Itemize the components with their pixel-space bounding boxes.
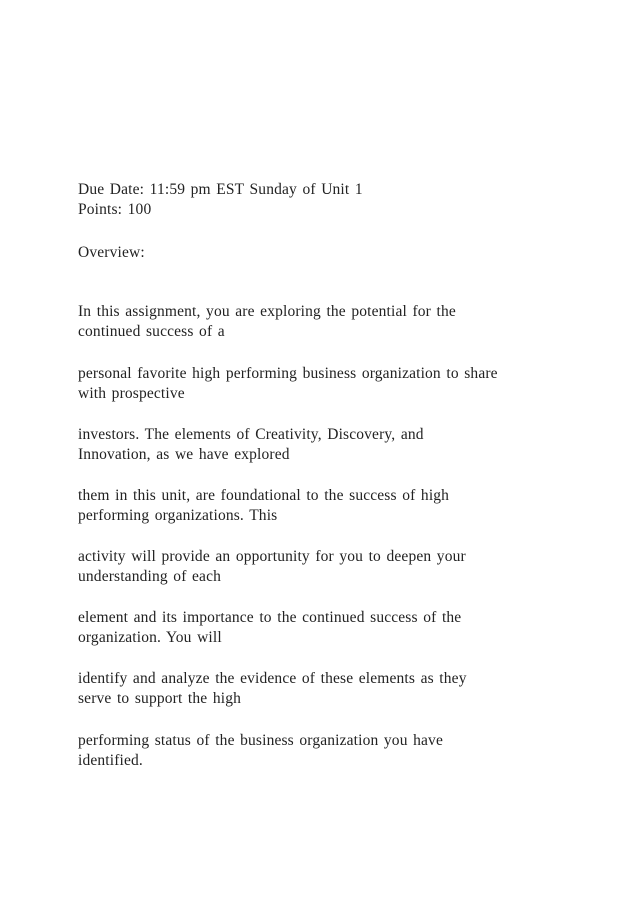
overview-heading: Overview: — [78, 244, 145, 261]
paragraph-line: investors. The elements of Creativity, Discovery, and — [78, 426, 424, 443]
paragraph-line: performing status of the business organization you have — [78, 732, 443, 749]
paragraph-line: personal favorite high performing business organization to share — [78, 365, 498, 382]
due-date-line: Due Date: 11:59 pm EST Sunday of Unit 1 — [78, 181, 363, 198]
paragraph-line: element and its importance to the continued success of the — [78, 609, 462, 626]
paragraph-line: with prospective — [78, 385, 185, 402]
paragraph-line: continued success of a — [78, 323, 225, 340]
paragraph-line: organization. You will — [78, 629, 222, 646]
paragraph-line: In this assignment, you are exploring the potential for the — [78, 303, 456, 320]
paragraph-line: serve to support the high — [78, 690, 242, 707]
paragraph-line: them in this unit, are foundational to the success of high — [78, 487, 450, 504]
paragraph-line: performing organizations. This — [78, 507, 278, 524]
paragraph-line: identify and analyze the evidence of these elements as they — [78, 670, 467, 687]
paragraph-line: Innovation, as we have explored — [78, 446, 290, 463]
paragraph-line: activity will provide an opportunity for you to deepen your — [78, 548, 466, 565]
points-line: Points: 100 — [78, 201, 152, 218]
paragraph-line: understanding of each — [78, 568, 222, 585]
paragraph-line: identified. — [78, 752, 143, 769]
